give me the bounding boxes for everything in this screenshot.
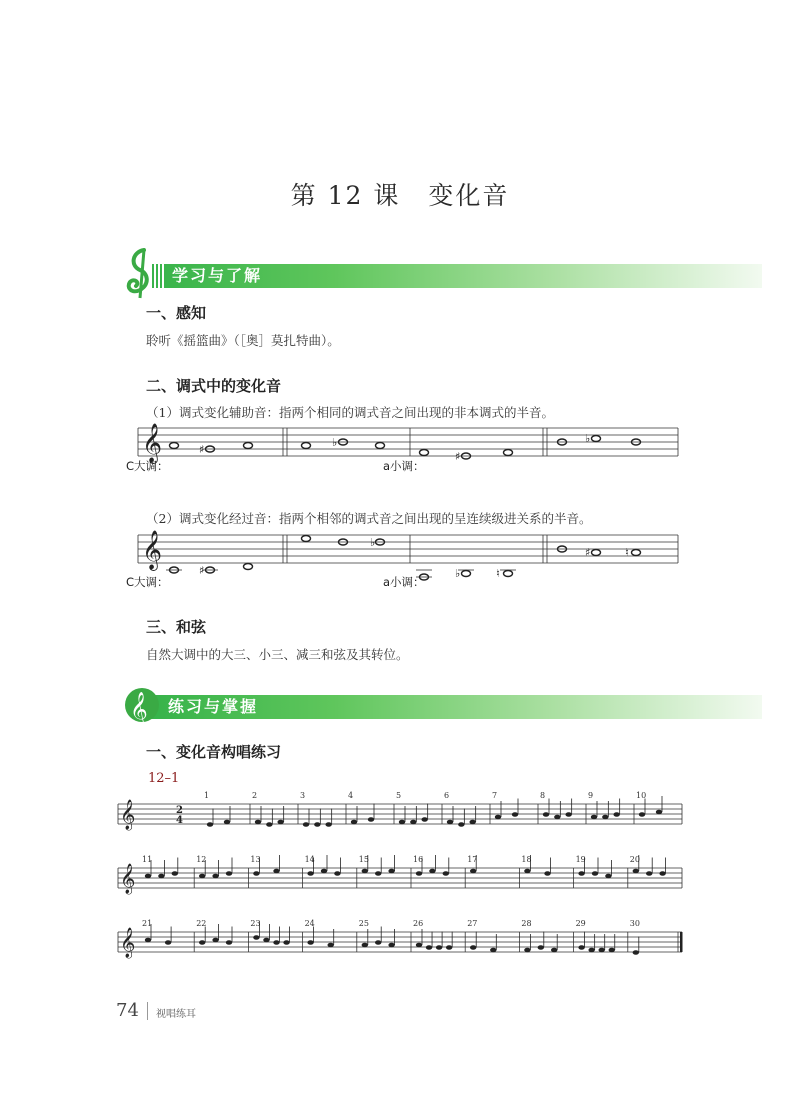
staff-label-c-major: C大调：	[126, 459, 169, 473]
svg-text:♭: ♭	[370, 536, 376, 549]
note-head	[212, 874, 218, 879]
section-text-perception: 聆听《摇篮曲》（［奥］莫扎特曲）。	[146, 333, 340, 348]
note-head	[613, 812, 619, 817]
note-head	[172, 871, 178, 876]
chromatic-item-2: （2）调式变化经过音：指两个相邻的调式音之间出现的呈连续级进关系的半音。	[146, 511, 592, 526]
page-title	[0, 176, 800, 212]
measure-number: 9	[588, 791, 594, 800]
note-head	[314, 822, 320, 827]
section-banner-learn	[122, 244, 762, 302]
banner-title: 练习与掌握	[168, 697, 259, 716]
measure-number: 7	[492, 791, 498, 800]
note-head	[602, 815, 608, 820]
measure-number: 21	[142, 919, 153, 928]
measure-number: 26	[413, 919, 424, 928]
note-head	[447, 820, 453, 825]
svg-text:♮: ♮	[496, 567, 500, 580]
treble-clef-icon: 𝄞	[120, 800, 136, 830]
chromatic-item-1: （1）调式变化辅助音：指两个相同的调式音之间出现的非本调式的半音。	[146, 405, 554, 420]
note-head	[551, 948, 557, 953]
note-head	[283, 940, 289, 945]
note-head	[253, 935, 259, 940]
note-head	[362, 869, 368, 874]
measure-number: 27	[467, 919, 478, 928]
exercise-staff-row	[118, 855, 682, 895]
note-head	[273, 869, 279, 874]
note-head	[592, 871, 598, 876]
note-head	[605, 874, 611, 879]
banner-title: 学习与了解	[172, 266, 263, 285]
note-head	[321, 869, 327, 874]
note-head	[328, 943, 334, 948]
note-head	[656, 810, 662, 815]
page-number: 74	[116, 1000, 139, 1021]
measure-number: 8	[540, 791, 546, 800]
measure-number: 1	[204, 791, 210, 800]
exercise-label: 12–1	[148, 771, 180, 786]
note-head	[158, 874, 164, 879]
note-head	[212, 938, 218, 943]
lesson-number: 第 12 课	[290, 181, 401, 210]
measure-number: 5	[396, 791, 402, 800]
measure-number: 11	[142, 855, 153, 864]
svg-text:♯: ♯	[199, 443, 205, 456]
note-head	[469, 820, 475, 825]
exercise-staff-row	[118, 919, 683, 959]
note-head	[307, 940, 313, 945]
note-head	[253, 871, 259, 876]
svg-text:♭: ♭	[455, 567, 461, 580]
note-head	[351, 820, 357, 825]
note-head	[512, 812, 518, 817]
section-heading-chromatic: 二、调式中的变化音	[146, 377, 282, 395]
section-text-chords: 自然大调中的大三、小三、减三和弦及其转位。	[146, 647, 409, 662]
staff-label-a-minor: a小调：	[383, 459, 425, 473]
svg-text:𝄞: 𝄞	[130, 692, 148, 727]
note-head	[375, 871, 381, 876]
treble-clef-icon	[122, 244, 162, 302]
note-head	[544, 871, 550, 876]
note-head	[368, 817, 374, 822]
measure-number: 13	[250, 855, 261, 864]
note-head	[578, 945, 584, 950]
note-head	[524, 948, 530, 953]
note-head	[524, 869, 530, 874]
note-head	[426, 945, 432, 950]
note-head	[633, 869, 639, 874]
note-head	[388, 943, 394, 948]
note-head	[458, 822, 464, 827]
svg-text:♯: ♯	[585, 546, 591, 559]
lesson-topic: 变化音	[428, 181, 510, 210]
measure-number: 14	[304, 855, 315, 864]
note-head	[207, 822, 213, 827]
note-head	[609, 948, 615, 953]
treble-clef-icon: 𝄞	[120, 864, 136, 894]
note-head	[538, 945, 544, 950]
note-head	[565, 812, 571, 817]
svg-text:♯: ♯	[455, 450, 461, 463]
note-head	[421, 817, 427, 822]
note-head	[263, 938, 269, 943]
time-signature-top: 2	[176, 805, 183, 816]
note-head	[334, 871, 340, 876]
treble-clef-icon: 𝄞	[120, 928, 136, 958]
note-head	[429, 869, 435, 874]
note-head	[303, 822, 309, 827]
note-head	[145, 938, 151, 943]
staff-label-c-major-2: C大调：	[126, 575, 169, 589]
note-head	[388, 869, 394, 874]
note-head	[490, 948, 496, 953]
note-head	[277, 820, 283, 825]
svg-text:♭: ♭	[585, 432, 591, 445]
measure-number: 2	[252, 791, 258, 800]
note-head	[266, 822, 272, 827]
svg-text:♭: ♭	[332, 436, 338, 449]
note-head	[226, 940, 232, 945]
measure-number: 16	[413, 855, 424, 864]
footer-divider	[147, 1002, 148, 1020]
measure-number: 6	[444, 791, 450, 800]
note-head	[591, 815, 597, 820]
note-head	[446, 945, 452, 950]
note-head	[362, 943, 368, 948]
treble-clef-icon: 𝄞	[142, 530, 163, 570]
note-head	[165, 940, 171, 945]
measure-number: 3	[300, 791, 306, 800]
note-head	[554, 815, 560, 820]
note-head	[399, 820, 405, 825]
svg-text:♯: ♯	[199, 564, 205, 577]
book-name: 视唱练耳	[156, 1009, 196, 1020]
measure-number: 23	[250, 919, 261, 928]
measure-number: 30	[629, 919, 640, 928]
note-head	[543, 812, 549, 817]
note-head	[436, 945, 442, 950]
measure-number: 24	[304, 919, 315, 928]
note-head	[588, 948, 594, 953]
exercise-staves	[110, 780, 690, 970]
note-head	[646, 871, 652, 876]
note-head	[470, 869, 476, 874]
measure-number: 28	[521, 919, 532, 928]
measure-number: 4	[348, 791, 354, 800]
note-head	[416, 871, 422, 876]
measure-number: 12	[196, 855, 207, 864]
note-head	[659, 871, 665, 876]
staff-label-a-minor-2: a小调：	[383, 575, 425, 589]
note-head	[199, 940, 205, 945]
section-heading-perception: 一、感知	[146, 304, 207, 322]
note-head	[633, 950, 639, 955]
exercise-staff-row	[118, 791, 682, 831]
note-head	[307, 871, 313, 876]
note-head	[145, 874, 151, 879]
measure-number: 25	[358, 919, 369, 928]
note-head	[599, 948, 605, 953]
note-head	[224, 820, 230, 825]
measure-number: 17	[467, 855, 478, 864]
measure-number: 15	[358, 855, 369, 864]
note-head	[273, 940, 279, 945]
note-head	[578, 871, 584, 876]
measure-number: 10	[636, 791, 647, 800]
time-signature-bottom: 4	[176, 815, 183, 826]
section-banner-practice	[122, 675, 762, 733]
svg-text:♮: ♮	[625, 546, 629, 559]
measure-number: 19	[575, 855, 586, 864]
note-head	[416, 943, 422, 948]
note-head	[470, 945, 476, 950]
treble-clef-icon: 𝄞	[142, 423, 163, 463]
note-head	[325, 822, 331, 827]
measure-number: 20	[629, 855, 640, 864]
measure-number: 22	[196, 919, 207, 928]
section-heading-exercise: 一、变化音构唱练习	[146, 743, 282, 761]
measure-number: 29	[575, 919, 586, 928]
measure-number: 18	[521, 855, 532, 864]
section-heading-chords: 三、和弦	[146, 618, 207, 636]
note-head	[639, 812, 645, 817]
treble-clef-icon	[122, 675, 166, 733]
note-head	[495, 815, 501, 820]
note-head	[443, 871, 449, 876]
note-head	[226, 871, 232, 876]
note-head	[199, 874, 205, 879]
note-head	[255, 820, 261, 825]
note-head	[375, 940, 381, 945]
note-head	[410, 820, 416, 825]
